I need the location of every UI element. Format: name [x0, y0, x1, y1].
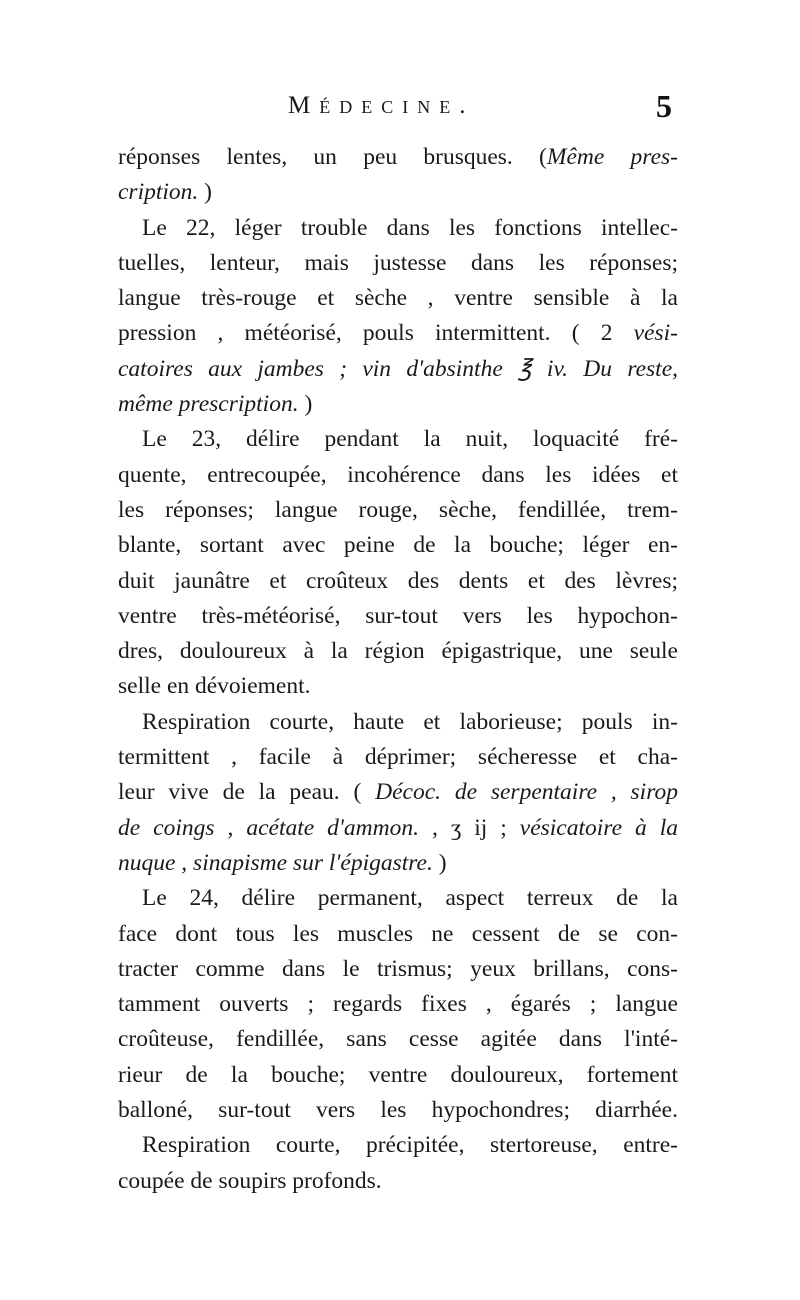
roman-text: ventre très-météorisé, sur-tout vers les hypochon-: [118, 602, 678, 629]
roman-text: Respiration courte, haute et laborieuse; pouls in-: [142, 708, 678, 735]
text-line: [118, 281, 678, 316]
text-line: [118, 846, 678, 881]
text-line: [118, 1058, 678, 1093]
text-line: [118, 458, 678, 493]
italic-text: de coings , acétate d'ammon.: [118, 814, 419, 841]
text-line: [118, 387, 678, 422]
text-line: [118, 211, 678, 246]
roman-text: duit jaunâtre et croûteux des dents et des lèvres;: [118, 567, 678, 594]
roman-text: les réponses; langue rouge, sèche, fendillée, trem-: [118, 496, 678, 523]
text-line: [118, 1093, 678, 1128]
italic-text: vésicatoire à la: [519, 814, 678, 841]
roman-text: réponses lentes, un peu brusques. (: [118, 144, 547, 170]
roman-text: coupée de soupirs profonds.: [118, 1167, 382, 1194]
roman-text: tracter comme dans le trismus; yeux brillans, cons-: [118, 955, 678, 982]
text-line: [118, 528, 678, 563]
roman-text: tamment ouverts ; regards fixes , égarés ; langue: [118, 991, 678, 1018]
text-line: [118, 987, 678, 1022]
roman-text: ): [432, 849, 447, 876]
text-line: [118, 634, 678, 669]
text-line: [118, 811, 678, 846]
roman-text: pression , météorisé, pouls intermittent. ( 2: [118, 320, 634, 347]
text-line: [118, 917, 678, 952]
roman-text: face dont tous les muscles ne cessent de se con-: [118, 920, 678, 947]
roman-text: blante, sortant avec peine de la bouche; léger en-: [118, 532, 678, 559]
text-line: [118, 140, 678, 175]
text-line: [118, 1022, 678, 1057]
text-line: [118, 422, 678, 457]
roman-text: dres, douloureux à la région épigastrique, une seule: [118, 638, 678, 665]
text-line: [118, 1128, 678, 1163]
text-line: [118, 669, 678, 704]
italic-text: catoires aux jambes ; vin d'absinthe ℥ iv. Du reste,: [118, 355, 678, 382]
roman-text: leur vive de la peau. (: [118, 779, 376, 806]
roman-text: langue très-rouge et sèche , ventre sensible à la: [118, 285, 678, 312]
italic-text: nuque , sinapisme sur l'épigastre.: [118, 849, 433, 876]
roman-text: ): [198, 179, 212, 206]
text-line: [118, 740, 678, 775]
text-line: [118, 952, 678, 987]
text-line: [118, 705, 678, 740]
text-line: [118, 352, 678, 387]
running-title: Médecine.: [288, 92, 475, 119]
text-line: [118, 1164, 678, 1199]
roman-text: Le 22, léger trouble dans les fonctions intellec-: [142, 214, 678, 241]
running-head: [0, 88, 800, 132]
roman-text: termittent , facile à déprimer; sécheresse et cha-: [118, 744, 678, 771]
text-line: [118, 175, 678, 210]
text-line: [118, 881, 678, 916]
roman-text: ): [298, 391, 313, 418]
italic-text: même prescription.: [118, 391, 299, 418]
roman-text: croûteuse, fendillée, sans cesse agitée dans l'inté-: [118, 1026, 678, 1053]
roman-text: rieur de la bouche; ventre douloureux, fortement: [118, 1061, 678, 1088]
roman-text: quente, entrecoupée, incohérence dans les idées et: [118, 461, 678, 488]
page-number: 5: [656, 88, 672, 124]
roman-text: , ʒ ij ;: [419, 814, 520, 841]
text-line: [118, 246, 678, 281]
body-text: [118, 140, 678, 1199]
roman-text: Respiration courte, précipitée, stertoreuse, entre-: [142, 1132, 678, 1159]
roman-text: Le 23, délire pendant la nuit, loquacité fré-: [142, 426, 678, 453]
text-line: [118, 493, 678, 528]
italic-text: Décoc. de serpentaire , sirop: [375, 779, 678, 806]
text-line: [118, 316, 678, 351]
italic-text: Même pres-: [546, 144, 678, 170]
roman-text: Le 24, délire permanent, aspect terreux de la: [142, 885, 678, 912]
roman-text: selle en dévoiement.: [118, 673, 311, 700]
italic-text: cription.: [118, 179, 199, 206]
text-line: [118, 775, 678, 810]
text-line: [118, 599, 678, 634]
roman-text: tuelles, lenteur, mais justesse dans les réponses;: [118, 249, 678, 276]
text-line: [118, 564, 678, 599]
italic-text: vési-: [633, 320, 678, 347]
roman-text: balloné, sur-tout vers les hypochondres; diarrhée.: [118, 1097, 678, 1124]
